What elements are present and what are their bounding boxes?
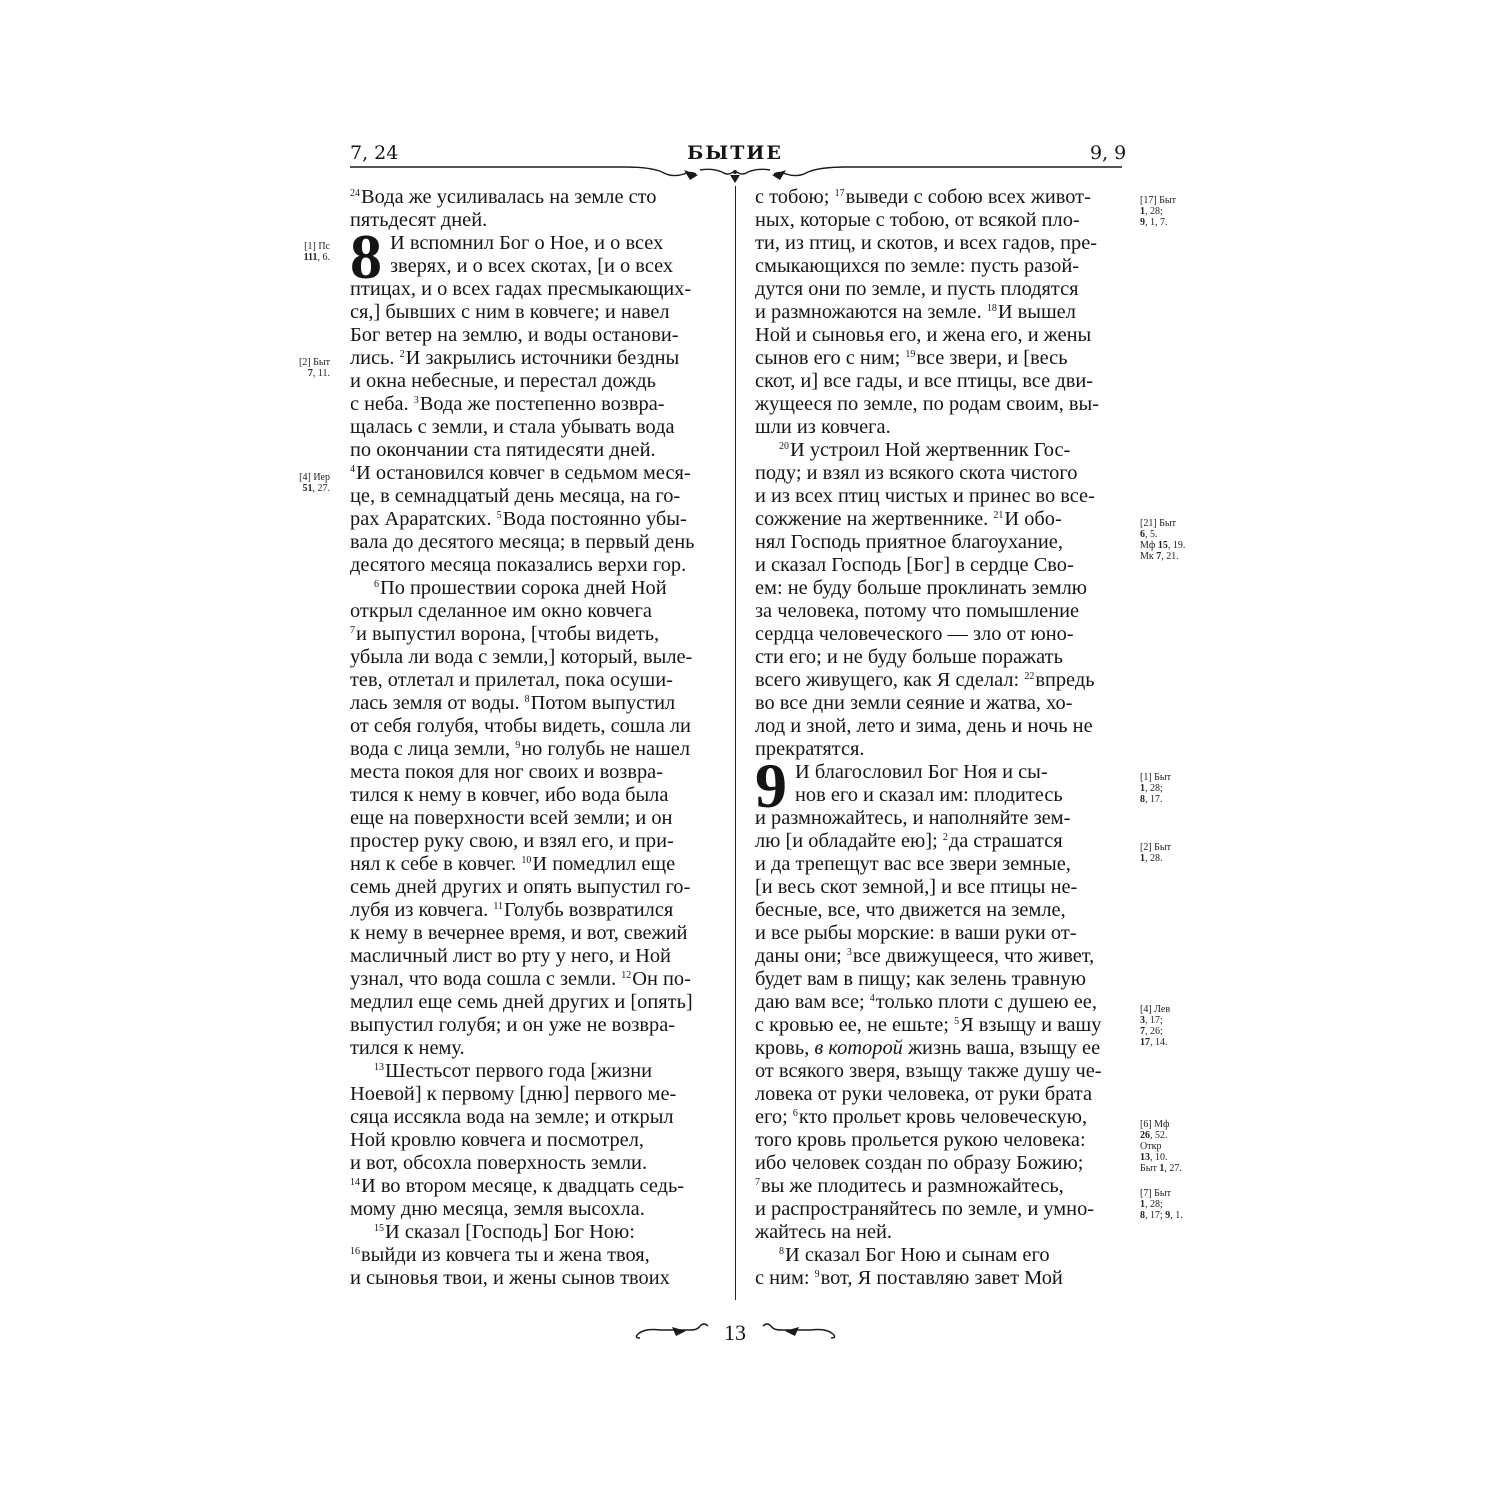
- paragraph-8-13: $^{13}$Шестьсот первого года [жизни Ноевой] к первому [дню] первого ме- сяца иссякла вода на земле; и открыл Ной кровлю ковчега и посмотрел, и вот, обсохла поверхность земли. $^{14}$И во втором месяце, к двадцать седь- мому дню месяца, земля высохла.: [350, 1060, 685, 1220]
- margin-note: [1] Быт 1, 28; 8, 17.: [1140, 772, 1171, 805]
- page-number: 13: [724, 1320, 746, 1345]
- book-title: БЫТИЕ: [687, 142, 783, 164]
- right-column: [755, 186, 1121, 1290]
- header-left-reference: 7, 24: [350, 142, 399, 164]
- column-divider: [735, 186, 736, 1300]
- italic-phrase: в которой: [814, 1037, 903, 1059]
- header-ornament-rule: [0, 0, 1500, 200]
- margin-note: [2] Быт 1, 28.: [1140, 842, 1171, 864]
- header-right-reference: 9, 9: [1090, 142, 1127, 164]
- margin-note: [21] Быт 6, 5. Мф 15, 19. Мк 7, 21.: [1140, 518, 1186, 562]
- chapter-8-start: 8 И вспомнил Бог о Ное, и о всех зверях, и о всех скотах, [и о всех птицах, и о всех гадах пресмыкающих- ся,] бывших с ним в ковчеге; и навел Бог ветер на землю, и воды останови- лись. $^2$И закрылись источники бездны и окна небесные, и перестал дождь с неба. $^3$Вода же постепенно возвра- щалась с земли, и стала убывать вода по окончании ста пятидесяти дней. $^4$И остановился ковчег в седьмом меся- це, в семнадцатый день месяца, на го- рах Араратских. $^5$Вода постоянно убы- вала до десятого месяца; в первый день десятого месяца показались верхи гор.: [350, 221, 695, 576]
- chapter-9-start: 9 И благословил Бог Ноя и сы- нов его и сказал им: плодитесь и размножайтесь, и наполняйте зем- лю [и обладайте ею]; $^2$да страшатся и да трепещут вас все звери земные, [и весь скот земной,] и все птицы не- бесные, все, что движется на земле, и все рыбы морские: в ваши руки от- даны они; $^3$все движущееся, что живет, будет вам в пищу; как зелень травную даю вам все; $^4$только плоти с душею ее, с кровью ее, не ешьте; $^5$Я взыщу и вашу кровь, в которой жизнь ваша, взыщу ее от всякого зверя, взыщу также душу че- ловека от руки человека, от руки брата его; $^6$кто прольет кровь человеческую, того кровь прольется рукою человека: ибо человек создан по образу Божию; $^7$вы же плодитесь и размножайтесь, и распространяйтесь по земле, и умно- жайтесь на ней.: [755, 750, 1102, 1243]
- verse-number: 24: [350, 188, 360, 199]
- verse-7-24: $^{24}$Вода же усиливалась на земле сто пятьдесят дней.: [350, 186, 657, 231]
- margin-note: [7] Быт 1, 28; 8, 17; 9, 1.: [1140, 1188, 1183, 1221]
- margin-note: [4] Иер 51, 27.: [299, 472, 330, 494]
- margin-note: [2] Быт 7, 11.: [299, 357, 330, 379]
- margin-note: [17] Быт 1, 28; 9, 1, 7.: [1140, 195, 1176, 228]
- paragraph-8-6: $^6$По прошествии сорока дней Ной открыл сделанное им окно ковчега $^7$и выпустил ворона, [чтобы видеть, убыла ли вода с земли,] который, выле- тев, отлетал и прилетал, пока осуши- лась земля от воды. $^8$Потом выпустил от себя голубя, чтобы видеть, сошла ли вода с лица земли, $^9$но голубь не нашел места покоя для ног своих и возвра- тился к нему в ковчег, ибо вода была еще на поверхности всей земли; и он простер руку свою, и взял его, и при- нял к себе в ковчег. $^{10}$И помедлил еще семь дней других и опять выпустил го- лубя из ковчега. $^{11}$Голубь возвратился к нему в вечернее время, и вот, свежий масличный лист во рту у него, и Ной узнал, что вода сошла с земли. $^{12}$Он по- медлил еще семь дней других и [опять] выпустил голубя; и он уже не возвра- тился к нему.: [350, 577, 693, 1059]
- margin-note: [4] Лев 3, 17; 7, 26; 17, 14.: [1140, 1004, 1171, 1048]
- margin-note: [6] Мф 26, 52. Откр 13, 10. Быт 1, 27.: [1140, 1119, 1182, 1174]
- paragraph-8-16-cont: с тобою; $^{17}$выведи с собою всех живот- ных, которые с тобою, от всякой пло- ти, из птиц, и скотов, и всех гадов, пре- смыкающихся по земле: пусть разой- дутся они по земле, и пусть плодятся и размножаются на земле. $^{18}$И вышел Ной и сыновья его, и жена его, и жены сынов его с ним; $^{19}$все звери, и [весь скот, и] все гады, и все птицы, все дви- жущееся по земле, по родам своим, вы- шли из ковчега.: [755, 186, 1100, 438]
- paragraph-9-8: $^8$И сказал Бог Ною и сынам его с ним: $^9$вот, Я поставляю завет Мой: [755, 1244, 1063, 1289]
- chapter-number-9: 9: [755, 750, 787, 821]
- chapter-number-8: 8: [350, 221, 382, 292]
- paragraph-8-20: $^{20}$И устроил Ной жертвенник Гос- поду; и взял из всякого скота чистого и из всех птиц чистых и принес во все- сожжение на жертвеннике. $^{21}$И обо- нял Господь приятное благоухание, и сказал Господь [Бог] в сердце Сво- ем: не буду больше проклинать землю за человека, потому что помышление сердца человеческого — зло от юно- сти его; и не буду больше поражать всего живущего, как Я сделал: $^{22}$впредь во все дни земли сеяние и жатва, хо- лод и зной, лето и зима, день и ночь не прекратятся.: [755, 439, 1095, 760]
- margin-note: [1] Пс 111, 6.: [303, 241, 330, 263]
- left-column: [350, 186, 716, 1290]
- paragraph-8-15: $^{15}$И сказал [Господь] Бог Ною: $^{16}$выйди из ковчега ты и жена твоя, и сыновья твои, и жены сынов твоих: [350, 1221, 670, 1289]
